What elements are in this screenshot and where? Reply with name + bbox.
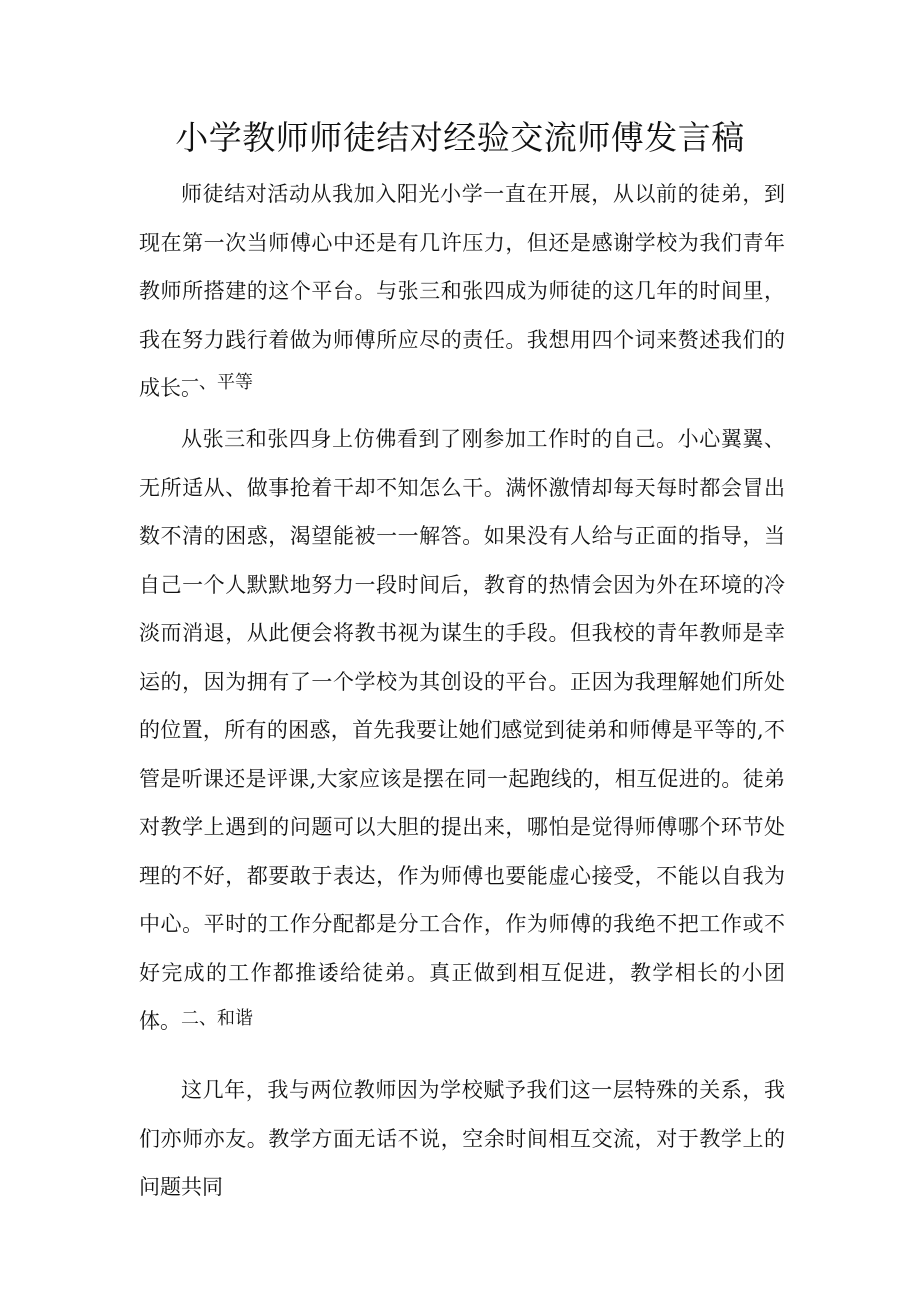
document-title: 小学教师师徒结对经验交流师傅发言稿 (175, 118, 745, 157)
section-body-harmony: 这几年，我与两位教师因为学校赋予我们这一层特殊的关系，我们亦师亦友。教学方面无话不说，空余时间相互交流，对于教学上的问题共同 (139, 1078, 785, 1199)
section-body-equality: 从张三和张四身上仿佛看到了刚参加工作时的自己。小心翼翼、无所适从、做事抢着干却不知怎么干。满怀激情却每天每时都会冒出数不清的困惑，渴望能被一一解答。如果没有人给与正面的指导，当自己一个人默默地努力一段时间后，教育的热情会因为外在环境的冷淡而消退，从此便会将教书视为谋生的手段。但我校的青年教师是幸运的，因为拥有了一个学校为其创设的平台。正因为我理解她们所处的位置，所有的困惑，首先我要让她们感觉到徒弟和师傅是平等的,不管是听课还是评课,大家应该是摆在同一起跑线的，相互促进的。徒弟对教学上遇到的问题可以大胆的提出来，哪怕是觉得师傅哪个环节处理的不好，都要敢于表达，作为师傅也要能虚心接受，不能以自我为中心。平时的工作分配都是分工合作，作为师傅的我绝不把工作或不好完成的工作都推诿给徒弟。真正做到相互促进，教学相长的小团体。 (139, 427, 785, 1033)
section-heading-equality: 一、平等 (181, 372, 253, 393)
section-heading-harmony: 二、和谐 (181, 1008, 253, 1029)
intro-paragraph: 师徒结对活动从我加入阳光小学一直在开展，从以前的徒弟，到现在第一次当师傅心中还是有几许压力，但还是感谢学校为我们青年教师所搭建的这个平台。与张三和张四成为师徒的这几年的时间里，我在努力践行着做为师傅所应尽的责任。我想用四个词来赘述我们的成长。 (139, 182, 785, 400)
